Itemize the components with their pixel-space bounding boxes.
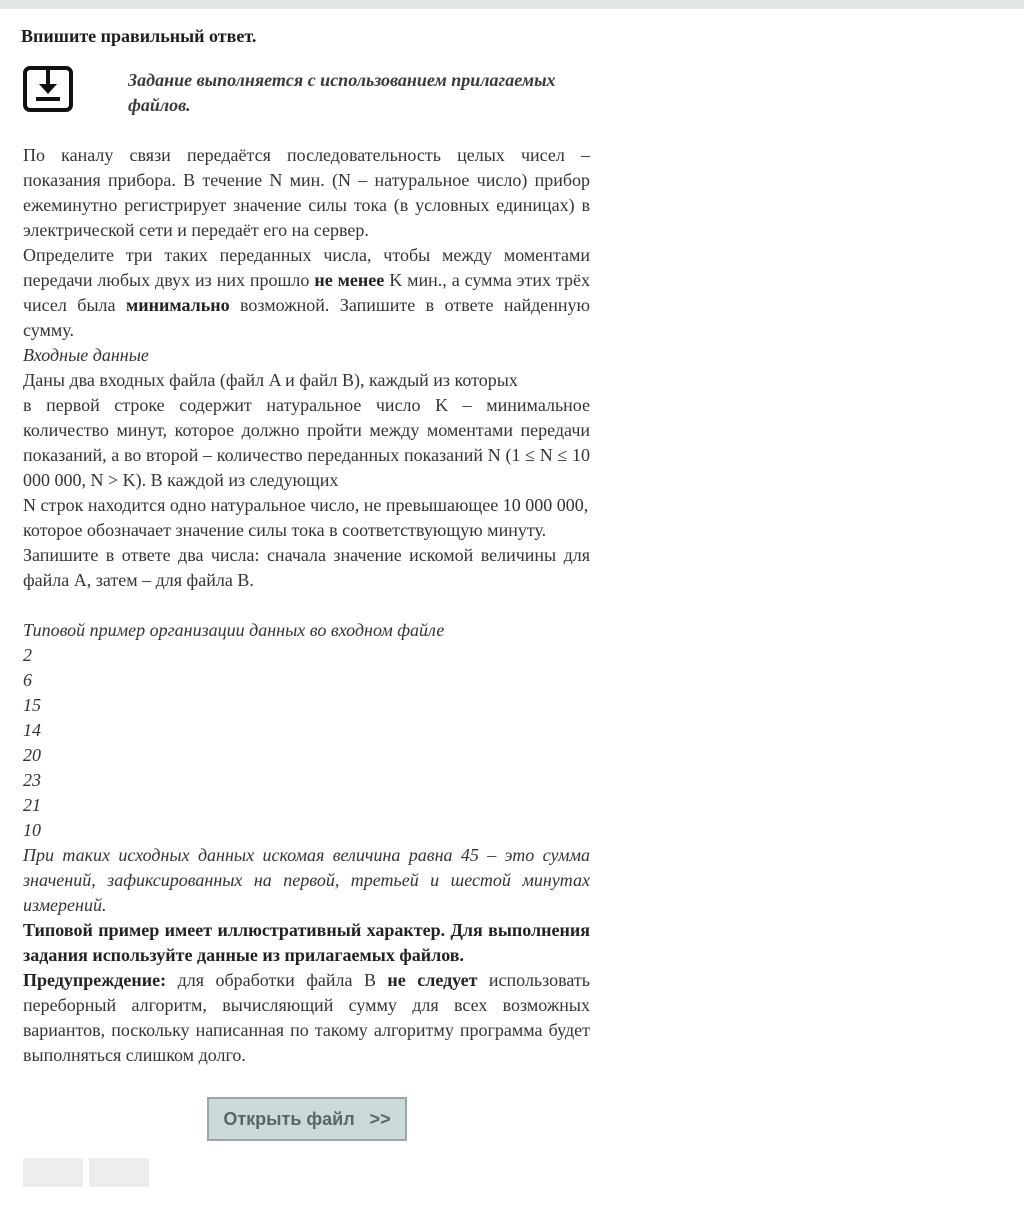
answer-requirement: Запишите в ответе два числа: сначала значение искомой величины для файла A, затем – для файла B. <box>23 545 590 590</box>
task-paragraph-1: По каналу связи передаётся последовательность целых чисел – показания прибора. В течение N мин. (N – натуральное число) прибор ежеминутно регистрирует значение силы тока (в условных единицах) в электрической сети и передаёт его на сервер. <box>23 145 590 240</box>
nav-button-1[interactable] <box>23 1158 83 1187</box>
file-note-text: Задание выполняется с использованием прилагаемых файлов. <box>128 70 556 115</box>
attached-file-note <box>23 66 603 118</box>
open-file-button[interactable] <box>207 1097 407 1141</box>
example-value: 15 <box>23 695 41 715</box>
example-value: 6 <box>23 670 32 690</box>
example-result: При таких исходных данных искомая величина равна 45 – это сумма значений, зафиксированных на первой, третьей и шестой минутах измерений. <box>23 845 590 915</box>
emphasis-should-not: не следует <box>387 970 478 990</box>
text-part: возможной. Запишите в ответе найденную сумму. <box>23 295 590 340</box>
task-text <box>23 143 590 1068</box>
example-value: 14 <box>23 720 41 740</box>
example-heading: Типовой пример организации данных во входном файле <box>23 620 445 640</box>
example-value: 10 <box>23 820 41 840</box>
input-data-paragraph-2: в первой строке содержит натуральное число K – минимальное количество минут, которое должно пройти между моментами передачи показаний, а во второй – количество переданных показаний N (1 ≤ N ≤ 10 000 000, N > K). В каждой из следующих <box>23 395 590 490</box>
download-icon[interactable] <box>23 66 73 112</box>
task-paragraph-2 <box>23 243 590 343</box>
text-part: использовать переборный алгоритм, вычисляющий сумму для всех возможных вариантов, поскольку написанная по такому алгоритму программа будет выполняться слишком долго. <box>23 970 591 1065</box>
example-value: 21 <box>23 795 41 815</box>
emphasis-minimal: минимально <box>125 295 230 315</box>
warning-paragraph <box>23 968 590 1068</box>
input-data-line-1: Даны два входных файла (файл A и файл B), каждый из которых <box>23 370 518 390</box>
spacer <box>23 593 590 618</box>
input-data-paragraph-3: N строк находится одно натуральное число, не превышающее 10 000 000, которое обозначает значение силы тока в соответствующую минуту. <box>23 495 589 540</box>
example-value: 23 <box>23 770 41 790</box>
input-data-heading: Входные данные <box>23 345 149 365</box>
text-part: K мин., а сумма этих трёх чисел была <box>23 270 590 315</box>
text-part: для обработки файла B <box>166 970 388 990</box>
warning-label: Предупреждение: <box>23 970 167 990</box>
illustrative-note: Типовой пример имеет иллюстративный характер. Для выполнения задания используйте данные из прилагаемых файлов. <box>23 920 590 965</box>
example-value: 20 <box>23 745 41 765</box>
top-strip <box>0 0 1024 9</box>
nav-button-2[interactable] <box>89 1158 149 1187</box>
instruction-heading: Впишите правильный ответ. <box>21 26 257 46</box>
open-file-label: Открыть файл >> <box>223 1108 391 1129</box>
text-part: Определите три таких переданных числа, чтобы между моментами передачи любых двух из них прошло <box>23 245 590 290</box>
emphasis-not-less: не менее <box>314 270 385 290</box>
example-value: 2 <box>23 645 32 665</box>
